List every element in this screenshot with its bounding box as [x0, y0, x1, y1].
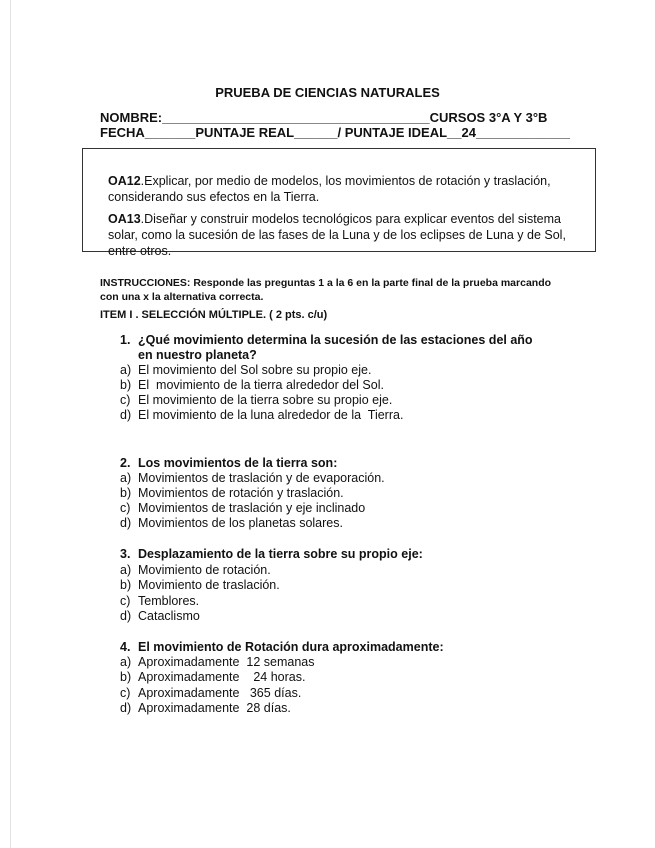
objective-code: OA12: [108, 174, 141, 188]
question-text: El movimiento de Rotación dura aproximadamente:: [138, 640, 444, 654]
item-points: ( 2 pts. c/u): [269, 309, 328, 321]
question-3-option-b[interactable]: b) Movimiento de traslación.: [120, 578, 280, 592]
question-4-option-d[interactable]: d) Aproximadamente 28 días.: [120, 701, 291, 715]
question-text: ¿Qué movimiento determina la sucesión de las estaciones del año en nuestro planeta?: [138, 333, 533, 362]
item-title: [100, 309, 327, 321]
question-3: [120, 547, 560, 562]
objective-code: OA13: [108, 212, 141, 226]
question-number: 4.: [120, 640, 131, 654]
question-2-option-a[interactable]: a) Movimientos de traslación y de evaporación.: [120, 471, 385, 485]
question-4-option-c[interactable]: c) Aproximadamente 365 días.: [120, 686, 302, 700]
item-title-text: ITEM I . SELECCIÓN MÚLTIPLE.: [100, 309, 267, 321]
question-number: 1.: [120, 333, 131, 347]
objective-text: .Explicar, por medio de modelos, los movimientos de rotación y traslación, considerando sus efectos en la Tierra.: [108, 174, 551, 204]
page-edge: [10, 0, 11, 848]
question-number: 2.: [120, 456, 131, 470]
objectives-box: [82, 148, 596, 258]
objective-oa12: [108, 173, 594, 205]
question-text: Desplazamiento de la tierra sobre su propio eje:: [138, 547, 423, 561]
question-1-option-a[interactable]: a) El movimiento del Sol sobre su propio eje.: [120, 363, 372, 377]
question-1: [120, 333, 560, 363]
question-3-option-a[interactable]: a) Movimiento de rotación.: [120, 563, 271, 577]
question-4-option-a[interactable]: a) Aproximadamente 12 semanas: [120, 655, 315, 669]
instructions: INSTRUCCIONES: Responde las preguntas 1 a la 6 en la parte final de la prueba marcando con una x la alternativa correcta.: [100, 277, 552, 303]
question-4-option-b[interactable]: b) Aproximadamente 24 horas.: [120, 670, 306, 684]
question-2-option-c[interactable]: c) Movimientos de traslación y eje inclinado: [120, 501, 366, 515]
question-3-option-d[interactable]: d) Cataclismo: [120, 609, 200, 623]
page-title: PRUEBA DE CIENCIAS NATURALES: [215, 85, 440, 100]
name-course-line: NOMBRE:_____________________________________CURSOS 3°A Y 3°B: [100, 110, 548, 125]
question-1-option-b[interactable]: b) El movimiento de la tierra alrededor del Sol.: [120, 378, 384, 392]
question-text: Los movimientos de la tierra son:: [138, 456, 338, 470]
date-score-line: FECHA_______PUNTAJE REAL______/ PUNTAJE IDEAL__24_____________: [100, 125, 570, 140]
question-1-option-c[interactable]: c) El movimiento de la tierra sobre su propio eje.: [120, 393, 393, 407]
objective-oa13: [108, 211, 594, 259]
question-4: [120, 640, 560, 655]
question-2-option-b[interactable]: b) Movimientos de rotación y traslación.: [120, 486, 344, 500]
question-1-option-d[interactable]: d) El movimiento de la luna alrededor de la Tierra.: [120, 408, 404, 422]
question-2: [120, 456, 560, 471]
objective-text: .Diseñar y construir modelos tecnológicos para explicar eventos del sistema solar, como la sucesión de las fases de la Luna y de los eclipses de Luna y de Sol, entre otros.: [108, 212, 566, 258]
question-2-option-d[interactable]: d) Movimientos de los planetas solares.: [120, 516, 343, 530]
question-3-option-c[interactable]: c) Temblores.: [120, 594, 200, 608]
question-number: 3.: [120, 547, 131, 561]
